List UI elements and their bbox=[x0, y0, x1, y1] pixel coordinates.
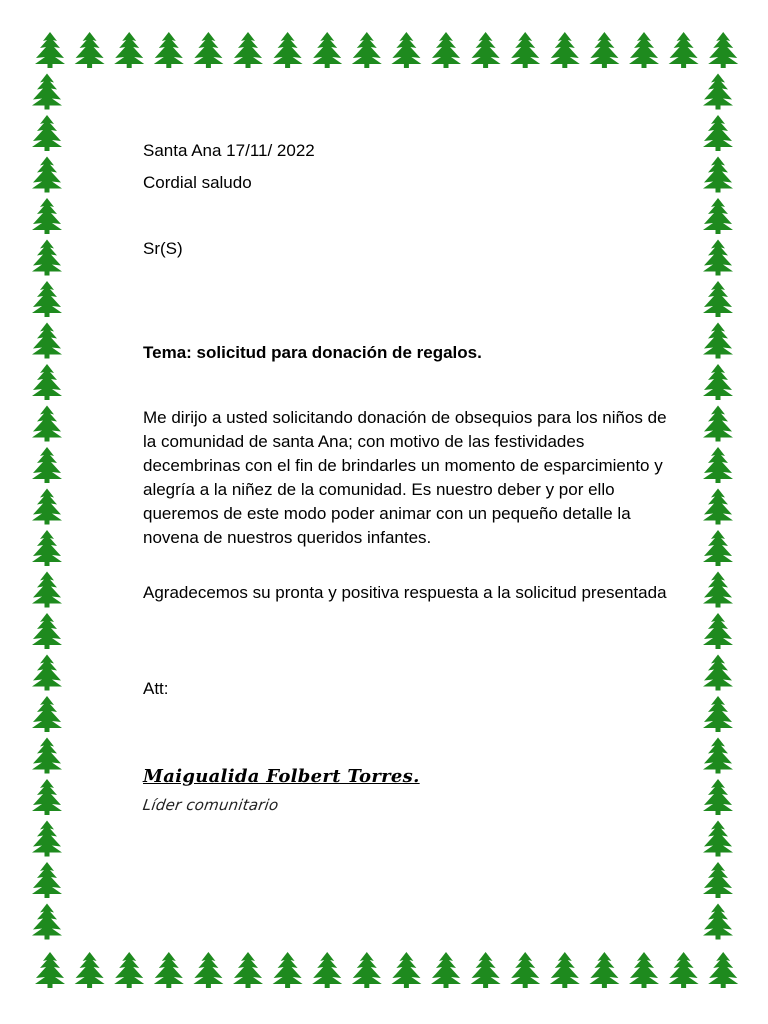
pine-tree-icon bbox=[703, 738, 733, 774]
pine-tree-icon bbox=[708, 952, 738, 988]
pine-tree-icon bbox=[32, 489, 62, 525]
pine-tree-icon bbox=[703, 157, 733, 193]
pine-tree-icon bbox=[589, 32, 619, 68]
pine-tree-icon bbox=[35, 32, 65, 68]
pine-tree-icon bbox=[32, 738, 62, 774]
pine-tree-icon bbox=[431, 32, 461, 68]
body-paragraph bbox=[143, 406, 703, 550]
pine-tree-icon bbox=[75, 952, 105, 988]
body-line: la comunidad de santa Ana; con motivo de las festividades bbox=[143, 432, 585, 451]
pine-tree-icon bbox=[703, 323, 733, 359]
pine-tree-icon bbox=[273, 32, 303, 68]
pine-tree-icon bbox=[233, 952, 263, 988]
pine-tree-icon bbox=[193, 32, 223, 68]
thanks-line: Agradecemos su pronta y positiva respuesta a la solicitud presentada bbox=[143, 583, 667, 602]
pine-tree-icon bbox=[352, 32, 382, 68]
pine-tree-icon bbox=[589, 952, 619, 988]
subject-line: Tema: solicitud para donación de regalos. bbox=[143, 343, 482, 362]
pine-tree-icon bbox=[703, 572, 733, 608]
pine-tree-icon bbox=[32, 572, 62, 608]
pine-tree-icon bbox=[703, 655, 733, 691]
pine-tree-icon bbox=[471, 952, 501, 988]
body-line: alegría a la niñez de la comunidad. Es nuestro deber y por ello bbox=[143, 480, 615, 499]
pine-tree-icon bbox=[193, 952, 223, 988]
pine-tree-icon bbox=[703, 115, 733, 151]
pine-tree-icon bbox=[431, 952, 461, 988]
greeting: Cordial saludo bbox=[143, 173, 252, 192]
pine-tree-icon bbox=[669, 32, 699, 68]
pine-tree-icon bbox=[352, 952, 382, 988]
closing: Att: bbox=[143, 679, 169, 698]
pine-tree-icon bbox=[703, 821, 733, 857]
pine-tree-icon bbox=[32, 447, 62, 483]
pine-tree-icon bbox=[114, 952, 144, 988]
pine-tree-icon bbox=[154, 952, 184, 988]
pine-tree-icon bbox=[703, 530, 733, 566]
pine-tree-icon bbox=[32, 198, 62, 234]
body-line: novena de nuestros queridos infantes. bbox=[143, 528, 432, 547]
pine-tree-icon bbox=[32, 157, 62, 193]
pine-tree-icon bbox=[669, 952, 699, 988]
body-line: queremos de este modo poder animar con un pequeño detalle la bbox=[143, 504, 631, 523]
pine-tree-icon bbox=[32, 821, 62, 857]
pine-tree-icon bbox=[32, 364, 62, 400]
pine-tree-icon bbox=[471, 32, 501, 68]
pine-tree-icon bbox=[703, 406, 733, 442]
pine-tree-icon bbox=[703, 613, 733, 649]
pine-tree-icon bbox=[32, 904, 62, 940]
pine-tree-icon bbox=[391, 32, 421, 68]
pine-tree-icon bbox=[75, 32, 105, 68]
signature-role: Líder comunitario bbox=[141, 796, 280, 814]
pine-tree-icon bbox=[550, 32, 580, 68]
pine-tree-icon bbox=[32, 406, 62, 442]
pine-tree-icon bbox=[32, 696, 62, 732]
pine-tree-icon bbox=[32, 115, 62, 151]
pine-tree-icon bbox=[32, 779, 62, 815]
pine-tree-icon bbox=[391, 952, 421, 988]
pine-tree-icon bbox=[703, 198, 733, 234]
pine-tree-icon bbox=[629, 952, 659, 988]
pine-tree-icon bbox=[629, 32, 659, 68]
pine-tree-icon bbox=[703, 447, 733, 483]
pine-tree-icon bbox=[703, 862, 733, 898]
pine-tree-icon bbox=[312, 32, 342, 68]
pine-tree-icon bbox=[510, 952, 540, 988]
pine-tree-icon bbox=[32, 323, 62, 359]
pine-tree-icon bbox=[32, 613, 62, 649]
pine-tree-icon bbox=[273, 952, 303, 988]
pine-tree-icon bbox=[32, 240, 62, 276]
pine-tree-icon bbox=[35, 952, 65, 988]
pine-tree-icon bbox=[708, 32, 738, 68]
pine-tree-icon bbox=[312, 952, 342, 988]
pine-tree-icon bbox=[32, 530, 62, 566]
pine-tree-icon bbox=[703, 281, 733, 317]
pine-tree-icon bbox=[703, 364, 733, 400]
pine-tree-icon bbox=[703, 779, 733, 815]
signature-name: Maigualida Folbert Torres. bbox=[143, 766, 420, 787]
pine-tree-icon bbox=[510, 32, 540, 68]
pine-tree-icon bbox=[233, 32, 263, 68]
pine-tree-icon bbox=[32, 862, 62, 898]
pine-tree-icon bbox=[32, 655, 62, 691]
pine-tree-icon bbox=[550, 952, 580, 988]
pine-tree-icon bbox=[703, 696, 733, 732]
pine-tree-icon bbox=[114, 32, 144, 68]
body-line: Me dirijo a usted solicitando donación de obsequios para los niños de bbox=[143, 408, 667, 427]
pine-tree-icon bbox=[703, 489, 733, 525]
pine-tree-icon bbox=[32, 74, 62, 110]
recipient: Sr(S) bbox=[143, 239, 183, 258]
pine-tree-icon bbox=[703, 74, 733, 110]
pine-tree-icon bbox=[703, 904, 733, 940]
pine-tree-icon bbox=[703, 240, 733, 276]
pine-tree-icon bbox=[32, 281, 62, 317]
body-line: decembrinas con el fin de brindarles un momento de esparcimiento y bbox=[143, 456, 663, 475]
date-line: Santa Ana 17/11/ 2022 bbox=[143, 141, 315, 160]
pine-tree-icon bbox=[154, 32, 184, 68]
